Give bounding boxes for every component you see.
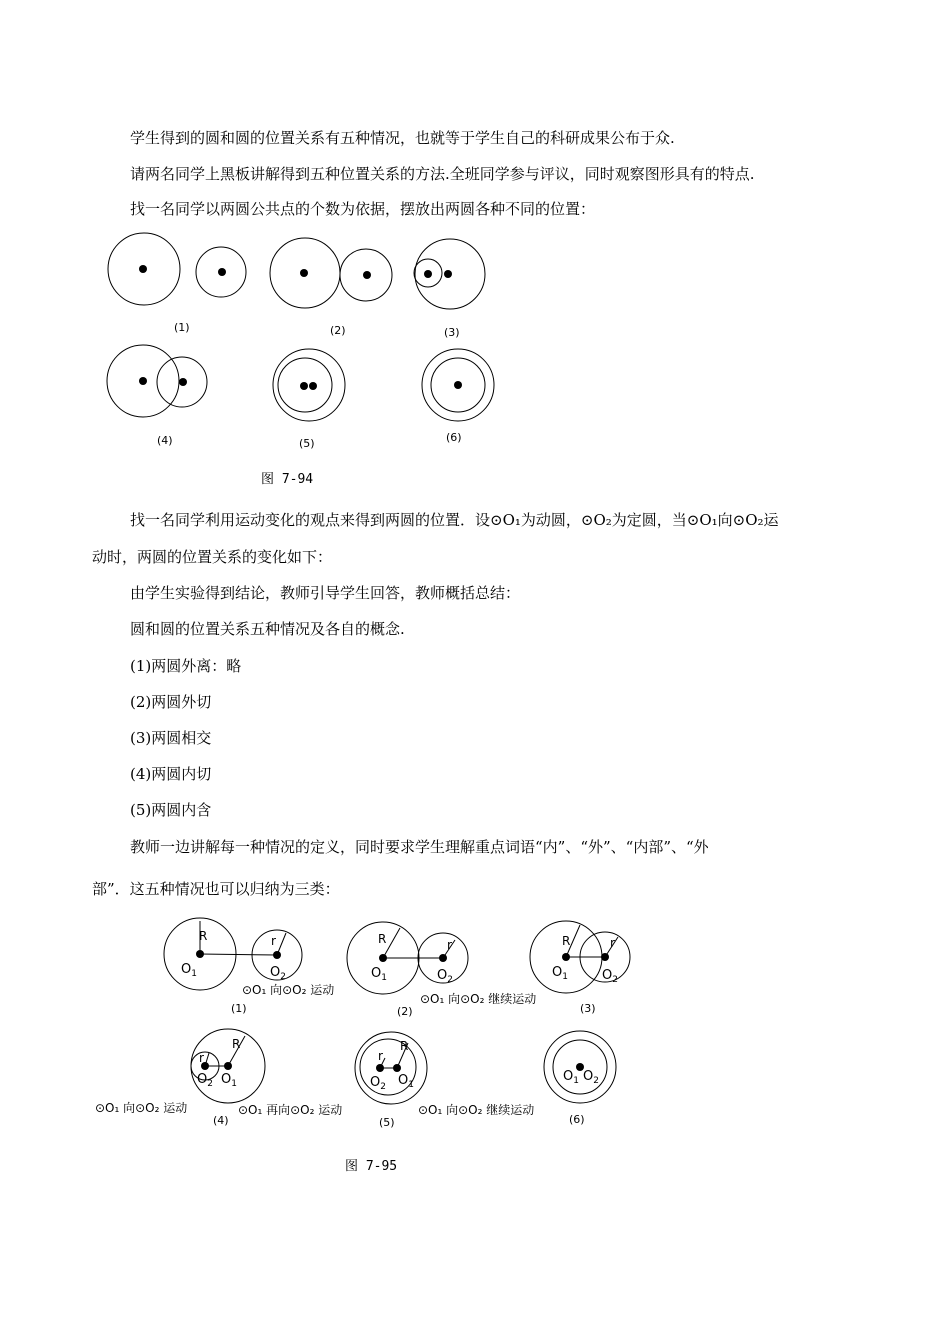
- fig3-label: (3): [444, 326, 460, 339]
- fig95-5-R: R: [400, 1039, 409, 1053]
- fig95-4-O2: $O_2$: [197, 1072, 213, 1089]
- fig2-center-a: [300, 269, 308, 277]
- fig95-label-3: (3): [580, 1002, 596, 1015]
- fig95-5-O2: $O_2$: [370, 1075, 386, 1092]
- fig95-label-4: (4): [213, 1114, 229, 1127]
- figure-7-94: [0, 228, 520, 498]
- paragraph-7a: 教师一边讲解每一种情况的定义，同时要求学生理解重点词语“内”、“外”、“内部”、“外: [130, 838, 709, 856]
- figure-7-95-caption: 图 7-95: [345, 1159, 398, 1174]
- fig95-2-O2: $O_2$: [437, 968, 453, 985]
- fig95-4-O1: $O_1$: [221, 1072, 237, 1089]
- fig4-label: (4): [157, 434, 173, 447]
- fig95-3-O2: $O_2$: [602, 968, 618, 985]
- fig4-center-a: [139, 377, 147, 385]
- fig2-center-b: [363, 271, 371, 279]
- fig95-3-r: r: [610, 936, 615, 950]
- figure-7-95: [0, 912, 700, 1182]
- list-item-2: (2)两圆外切: [130, 693, 212, 711]
- fig1-label: (1): [174, 321, 190, 334]
- fig95-motion-4: ⊙O₁ 再向⊙O₂ 运动: [238, 1103, 343, 1117]
- fig95-2-R: R: [378, 932, 387, 946]
- list-item-5: (5)两圆内含: [130, 801, 212, 819]
- fig95-1-R: R: [199, 929, 208, 943]
- paragraph-6: 圆和圆的位置关系五种情况及各自的概念.: [130, 620, 405, 638]
- paragraph-1: 学生得到的圆和圆的位置关系有五种情况，也就等于学生自己的科研成果公布于众.: [130, 129, 675, 147]
- fig95-5-O1: $O_1$: [398, 1073, 414, 1090]
- paragraph-7b: 部”．这五种情况也可以归纳为三类：: [92, 880, 340, 898]
- fig5-label: (5): [299, 437, 315, 450]
- fig2-label: (2): [330, 324, 346, 337]
- fig95-4-R: R: [232, 1037, 241, 1051]
- paragraph-4b: 动时，两圆的位置关系的变化如下：: [92, 548, 333, 566]
- fig95-motion-2: ⊙O₁ 向⊙O₂ 继续运动: [420, 992, 537, 1006]
- fig95-2-O1: $O_1$: [371, 966, 387, 983]
- fig95-label-6: (6): [569, 1113, 585, 1126]
- fig95-label-5: (5): [379, 1116, 395, 1129]
- paragraph-4a: 找一名同学利用运动变化的观点来得到两圆的位置．设⊙O₁为动圆，⊙O₂为定圆，当⊙O₁向⊙O₂运: [130, 511, 779, 529]
- fig5-center-a: [300, 382, 308, 390]
- fig95-3-O1: $O_1$: [552, 965, 568, 982]
- fig4-center-b: [179, 378, 187, 386]
- fig95-label-1: (1): [231, 1002, 247, 1015]
- fig6-center: [454, 381, 462, 389]
- fig3-center-a: [424, 270, 432, 278]
- paragraph-2: 请两名同学上黑板讲解得到五种位置关系的方法.全班同学参与评议，同时观察图形具有的特点.: [130, 165, 755, 183]
- fig5-center-b: [309, 382, 317, 390]
- fig3-center-b: [444, 270, 452, 278]
- list-item-1: (1)两圆外离：略: [130, 657, 242, 675]
- fig95-motion-3: ⊙O₁ 向⊙O₂ 运动: [95, 1101, 188, 1115]
- fig95-6-O2: $O_2$: [583, 1069, 599, 1086]
- list-item-4: (4)两圆内切: [130, 765, 212, 783]
- paragraph-5: 由学生实验得到结论，教师引导学生回答，教师概括总结：: [130, 584, 521, 602]
- fig95-motion-1: ⊙O₁ 向⊙O₂ 运动: [242, 983, 335, 997]
- fig6-label: (6): [446, 431, 462, 444]
- fig95-1-r: r: [271, 934, 276, 948]
- fig1-center-b: [218, 268, 226, 276]
- fig95-1-O1: $O_1$: [181, 962, 197, 979]
- fig1-center-a: [139, 265, 147, 273]
- fig95-2-r: r: [447, 938, 452, 952]
- fig95-motion-5: ⊙O₁ 向⊙O₂ 继续运动: [418, 1103, 535, 1117]
- figure-7-94-drawing: [0, 228, 520, 498]
- figure-7-95-drawing: [0, 912, 700, 1182]
- figure-7-94-caption: 图 7-94: [261, 472, 314, 487]
- fig95-6-O1: $O_1$: [563, 1069, 579, 1086]
- fig95-label-2: (2): [397, 1005, 413, 1018]
- fig95-1-O2: $O_2$: [270, 965, 286, 982]
- paragraph-3: 找一名同学以两圆公共点的个数为依据，摆放出两圆各种不同的位置：: [130, 200, 596, 218]
- fig95-3-R: R: [562, 934, 571, 948]
- fig5-circle-large: [273, 349, 345, 421]
- list-item-3: (3)两圆相交: [130, 729, 212, 747]
- fig95-4-r: r: [199, 1051, 204, 1065]
- fig95-5-r: r: [378, 1049, 383, 1063]
